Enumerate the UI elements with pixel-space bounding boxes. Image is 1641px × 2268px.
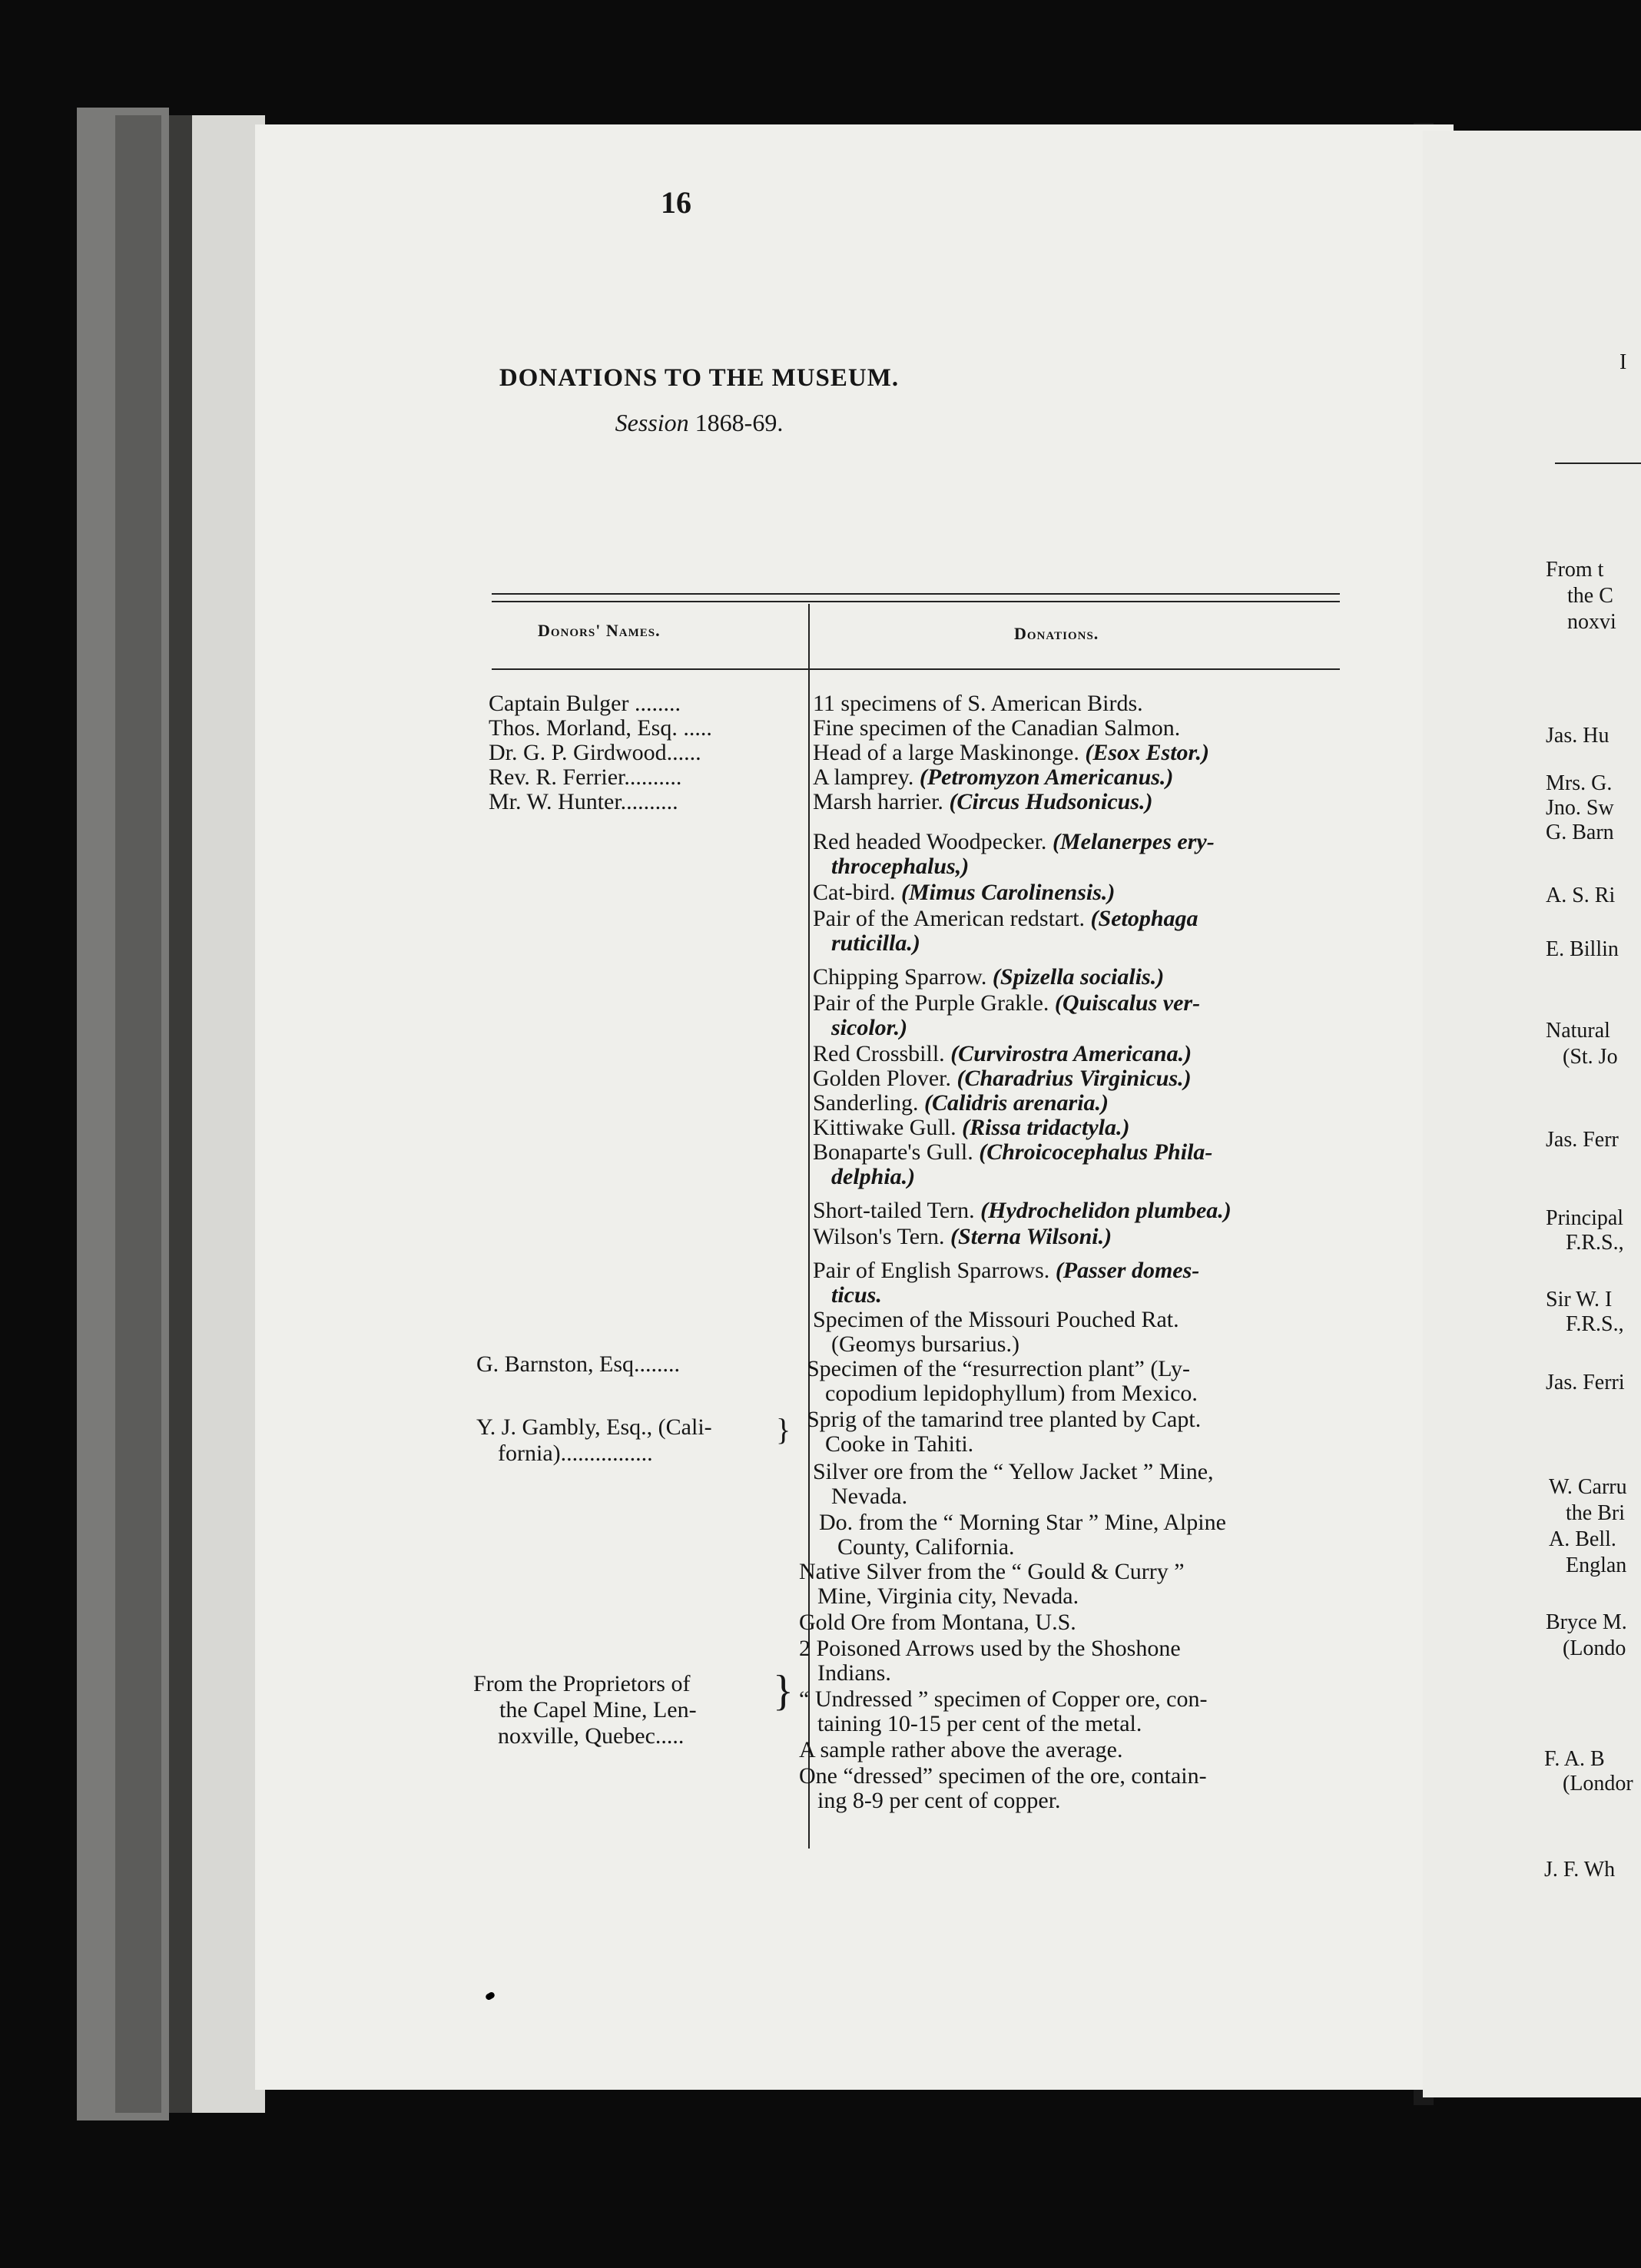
donation-entry (813, 1091, 1109, 1116)
facing-page-text: Principal (1546, 1206, 1624, 1230)
facing-page-text: A. S. Ri (1546, 884, 1616, 907)
donation-latin-name: (Mimus Carolinensis.) (895, 880, 1116, 905)
donation-latin-name: (Passer domes- (1049, 1258, 1200, 1283)
donor-name: the Capel Mine, Len- (499, 1697, 697, 1723)
brace-icon: } (776, 1412, 791, 1447)
donation-text: Specimen of the “resurrection plant” (Ly- (807, 1356, 1190, 1381)
donor-name: Y. J. Gambly, Esq., (Cali- (476, 1414, 712, 1440)
donation-text: Red Crossbill. (813, 1041, 945, 1066)
donation-text: Sanderling. (813, 1090, 919, 1116)
donation-entry (807, 1357, 1190, 1381)
donor-name: Captain Bulger ........ (489, 691, 681, 716)
facing-page-text: W. Carru (1549, 1475, 1627, 1499)
facing-page-text: (Londor (1563, 1772, 1633, 1796)
donation-text: Head of a large Maskinonge. (813, 740, 1079, 765)
donation-entry (813, 907, 1198, 931)
donation-text: Red headed Woodpecker. (813, 829, 1047, 854)
donor-name: Thos. Morland, Esq. ..... (489, 715, 712, 741)
donation-text: A sample rather above the average. (799, 1737, 1123, 1762)
donation-latin-name: (Rissa tridactyla.) (956, 1115, 1130, 1140)
donation-text: Silver ore from the “ Yellow Jacket ” Mine, (813, 1459, 1214, 1484)
facing-page-text: (St. Jo (1563, 1045, 1618, 1069)
facing-page-text: G. Barn (1546, 821, 1614, 844)
facing-page-text: Jas. Ferr (1546, 1128, 1619, 1152)
facing-page-text: F.R.S., (1566, 1312, 1624, 1336)
donation-continuation: ruticilla.) (831, 930, 920, 956)
donation-text: 2 Poisoned Arrows used by the Shoshone (799, 1636, 1181, 1661)
donation-continuation: delphia.) (831, 1164, 916, 1189)
donation-entry (813, 1308, 1179, 1332)
donation-continuation: ing 8-9 per cent of copper. (817, 1788, 1061, 1813)
donation-entry (813, 1225, 1112, 1249)
donation-text: Pair of the Purple Grakle. (813, 990, 1049, 1016)
donation-entry (799, 1610, 1076, 1635)
donation-entry (813, 1042, 1192, 1066)
facing-page-text: Englan (1566, 1553, 1627, 1577)
donation-entry (799, 1738, 1122, 1762)
donor-name: Dr. G. P. Girdwood...... (489, 740, 701, 765)
session-years: 1868-69. (695, 409, 784, 436)
donation-latin-name: (Sterna Wilsoni.) (944, 1224, 1112, 1249)
donation-text: A lamprey. (813, 764, 914, 790)
facing-page-text: Natural (1546, 1019, 1610, 1043)
book-edge-mid (115, 115, 161, 2113)
facing-page-text: From t (1546, 558, 1604, 582)
donation-latin-name: (Quiscalus ver- (1049, 990, 1201, 1016)
donation-entry (813, 716, 1180, 741)
donation-text: Cat-bird. (813, 880, 896, 905)
donation-entry (813, 691, 1143, 716)
donation-latin-name: (Melanerpes ery- (1046, 829, 1215, 854)
donation-entry (813, 880, 1115, 905)
donation-entry (813, 1199, 1232, 1223)
donation-entry (813, 991, 1200, 1016)
donation-entry (813, 965, 1164, 990)
donation-text: Fine specimen of the Canadian Salmon. (813, 715, 1181, 741)
donation-entry (813, 1116, 1129, 1140)
table-top-rule-2 (492, 601, 1340, 602)
donation-text: Short-tailed Tern. (813, 1198, 975, 1223)
donation-text: Native Silver from the “ Gould & Curry ” (799, 1559, 1185, 1584)
donor-name: noxville, Quebec..... (498, 1723, 685, 1749)
facing-page-text: Sir W. I (1546, 1288, 1613, 1311)
donation-entry (799, 1764, 1207, 1789)
facing-page-text: F. A. B (1544, 1747, 1605, 1771)
facing-page-rule (1555, 463, 1641, 464)
facing-page-text: I (1619, 350, 1627, 374)
donation-text: Do. from the “ Morning Star ” Mine, Alpine (819, 1510, 1226, 1535)
donation-text: Golden Plover. (813, 1066, 951, 1091)
donation-entry (799, 1636, 1181, 1661)
donation-text: Marsh harrier. (813, 789, 943, 814)
donation-text: Bonaparte's Gull. (813, 1139, 973, 1165)
donation-text: Gold Ore from Montana, U.S. (799, 1610, 1076, 1635)
donation-entry (813, 741, 1209, 765)
donation-entry (813, 1460, 1214, 1484)
donation-entry (813, 1066, 1192, 1091)
donation-latin-name: (Hydrochelidon plumbea.) (974, 1198, 1232, 1223)
donation-entry (813, 830, 1215, 854)
facing-page-text: J. F. Wh (1544, 1858, 1616, 1882)
donation-latin-name: (Petromyzon Americanus.) (913, 764, 1174, 790)
session-label: Session (615, 409, 689, 436)
page-heading: DONATIONS TO THE MUSEUM. (499, 364, 900, 392)
donation-continuation: ticus. (831, 1282, 882, 1308)
facing-page-text: noxvi (1567, 610, 1616, 634)
donation-entry (813, 1140, 1212, 1165)
column-header-names: Donors' Names. (538, 621, 661, 640)
donor-name: fornia)................ (498, 1441, 653, 1466)
facing-page-text: (Londo (1563, 1636, 1626, 1660)
donor-name: From the Proprietors of (473, 1671, 691, 1696)
donation-text: Pair of the American redstart. (813, 906, 1086, 931)
donation-latin-name: (Charadrius Virginicus.) (951, 1066, 1192, 1091)
facing-page-fragment (1423, 131, 1641, 2097)
table-header-rule (492, 668, 1340, 670)
donation-text: Pair of English Sparrows. (813, 1258, 1050, 1283)
session-line (430, 409, 968, 437)
donation-continuation: Cooke in Tahiti. (825, 1431, 974, 1457)
donation-continuation: sicolor.) (831, 1015, 908, 1040)
table-column-divider (808, 604, 810, 1849)
book-edge-page-stack (192, 115, 265, 2113)
facing-page-text: A. Bell. (1549, 1527, 1616, 1551)
donation-text: Sprig of the tamarind tree planted by Capt. (807, 1407, 1202, 1432)
donation-latin-name: (Circus Hudsonicus.) (943, 789, 1153, 814)
page-number: 16 (661, 185, 691, 220)
donation-continuation: Mine, Virginia city, Nevada. (817, 1583, 1079, 1609)
facing-page-text: Jno. Sw (1546, 796, 1614, 820)
donation-continuation: County, California. (837, 1534, 1015, 1560)
column-header-donations: Donations. (1014, 624, 1099, 643)
donation-text: Wilson's Tern. (813, 1224, 945, 1249)
donor-name: Rev. R. Ferrier.......... (489, 764, 682, 790)
donation-entry (799, 1560, 1185, 1584)
donation-continuation: (Geomys bursarius.) (831, 1331, 1019, 1357)
donation-latin-name: (Chroicocephalus Phila- (973, 1139, 1213, 1165)
facing-page-text: Mrs. G. (1546, 771, 1613, 795)
donation-latin-name: (Esox Estor.) (1079, 740, 1210, 765)
table-top-rule-1 (492, 593, 1340, 595)
donation-text: Specimen of the Missouri Pouched Rat. (813, 1307, 1179, 1332)
donation-continuation: throcephalus,) (831, 854, 970, 879)
donor-name: Mr. W. Hunter.......... (489, 789, 678, 814)
donation-continuation: copodium lepidophyllum) from Mexico. (825, 1381, 1198, 1406)
donation-text: 11 specimens of S. American Birds. (813, 691, 1143, 716)
donor-name: G. Barnston, Esq........ (476, 1351, 680, 1377)
facing-page-text: Jas. Ferri (1546, 1371, 1625, 1394)
donation-text: Kittiwake Gull. (813, 1115, 956, 1140)
donation-latin-name: (Setophaga (1085, 906, 1198, 931)
facing-page-text: the C (1567, 584, 1613, 608)
donation-latin-name: (Curvirostra Americana.) (944, 1041, 1192, 1066)
donation-continuation: Indians. (817, 1660, 891, 1686)
facing-page-text: F.R.S., (1566, 1231, 1624, 1255)
donation-entry (819, 1510, 1226, 1535)
donation-continuation: taining 10-15 per cent of the metal. (817, 1711, 1142, 1736)
donation-latin-name: (Spizella socialis.) (986, 964, 1165, 990)
donation-text: Chipping Sparrow. (813, 964, 987, 990)
book-edge-shadow (169, 115, 192, 2113)
donation-entry (807, 1408, 1201, 1432)
donation-latin-name: (Calidris arenaria.) (918, 1090, 1109, 1116)
donation-text: “ Undressed ” specimen of Copper ore, con- (799, 1686, 1208, 1712)
facing-page-text: Bryce M. (1546, 1610, 1627, 1634)
facing-page-text: E. Billin (1546, 937, 1619, 961)
donation-continuation: Nevada. (831, 1484, 908, 1509)
donation-entry (799, 1687, 1207, 1712)
facing-page-text: the Bri (1566, 1501, 1625, 1525)
donation-entry (813, 790, 1153, 814)
facing-page-text: Jas. Hu (1546, 724, 1610, 748)
donation-entry (813, 765, 1173, 790)
donation-text: One “dressed” specimen of the ore, contain- (799, 1763, 1207, 1789)
donation-entry (813, 1258, 1199, 1283)
brace-icon: } (773, 1667, 794, 1715)
